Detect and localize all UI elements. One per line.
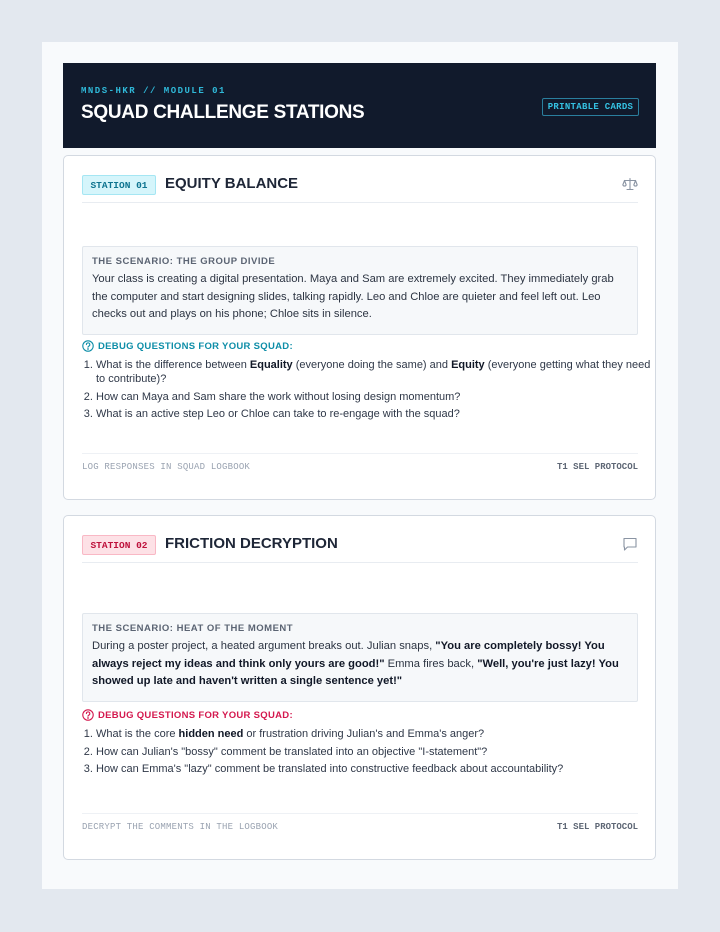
station-title: EQUITY BALANCE xyxy=(165,175,299,192)
footer-instruction: DECRYPT THE COMMENTS IN THE LOGBOOK xyxy=(82,822,279,832)
footer-protocol: T1 SEL PROTOCOL xyxy=(556,822,638,832)
question-circle-icon xyxy=(82,709,94,721)
page-title: SQUAD CHALLENGE STATIONS xyxy=(81,102,365,123)
question-list xyxy=(82,358,652,425)
scenario-text: During a poster project, a heated argument breaks out. Julian snaps, "You are completely bossy! You always reject my ideas and think only yours are good!" Emma fires back, "Well, you're just lazy! You showed up late and haven't written a single sentence yet!" xyxy=(92,640,619,687)
scenario-box xyxy=(82,246,638,335)
card-header xyxy=(82,535,638,563)
worksheet-page xyxy=(42,42,678,889)
question-item: 2. How can Maya and Sam share the work without losing design momentum? xyxy=(96,390,652,404)
julian-quote: "You are completely bossy! You always reject my ideas and think only yours are good!" xyxy=(92,640,605,670)
debug-questions-label: DEBUG QUESTIONS FOR YOUR SQUAD: xyxy=(98,709,293,721)
scale-icon xyxy=(622,176,638,192)
station-badge: STATION 01 xyxy=(82,175,156,195)
scenario-box xyxy=(82,613,638,702)
chat-bubble-icon xyxy=(622,536,638,552)
scenario-label: THE SCENARIO: HEAT OF THE MOMENT xyxy=(92,623,294,634)
scenario-label: THE SCENARIO: THE GROUP DIVIDE xyxy=(92,256,276,267)
station-card-friction-decryption xyxy=(63,515,656,860)
debug-questions-heading xyxy=(82,340,293,352)
question-item: 3. How can Emma's "lazy" comment be translated into constructive feedback about accountability? xyxy=(96,762,652,776)
question-circle-icon xyxy=(82,340,94,352)
question-list xyxy=(82,727,652,780)
question-item: 2. How can Julian's "bossy" comment be translated into an objective "I-statement"? xyxy=(96,745,652,759)
card-header xyxy=(82,175,638,203)
card-footer xyxy=(82,453,638,479)
printable-cards-button[interactable]: PRINTABLE CARDS xyxy=(542,98,639,116)
module-code: MNDS-HKR // MODULE 01 xyxy=(81,86,226,96)
footer-instruction: LOG RESPONSES IN SQUAD LOGBOOK xyxy=(82,462,251,472)
card-footer xyxy=(82,813,638,839)
module-header xyxy=(63,63,656,148)
station-title: FRICTION DECRYPTION xyxy=(165,535,338,552)
emma-quote: "Well, you're just lazy! You showed up late and haven't written a single sentence yet!" xyxy=(92,657,619,687)
station-badge: STATION 02 xyxy=(82,535,156,555)
scenario-text: Your class is creating a digital presentation. Maya and Sam are extremely excited. They immediately grab the computer and start designing slides, talking rapidly. Leo and Chloe are quieter and feel left out. Leo checks out and plays on his phone; Chloe sits in silence. xyxy=(92,273,614,320)
question-item: 3. What is an active step Leo or Chloe can take to re-engage with the squad? xyxy=(96,407,652,421)
station-card-equity-balance xyxy=(63,155,656,500)
footer-protocol: T1 SEL PROTOCOL xyxy=(556,462,638,472)
question-item: 1. What is the core hidden need or frustration driving Julian's and Emma's anger? xyxy=(96,727,652,741)
question-item: 1. What is the difference between Equality (everyone doing the same) and Equity (everyone getting what they need to contribute)? xyxy=(96,358,652,386)
debug-questions-label: DEBUG QUESTIONS FOR YOUR SQUAD: xyxy=(98,340,293,352)
debug-questions-heading xyxy=(82,709,293,721)
